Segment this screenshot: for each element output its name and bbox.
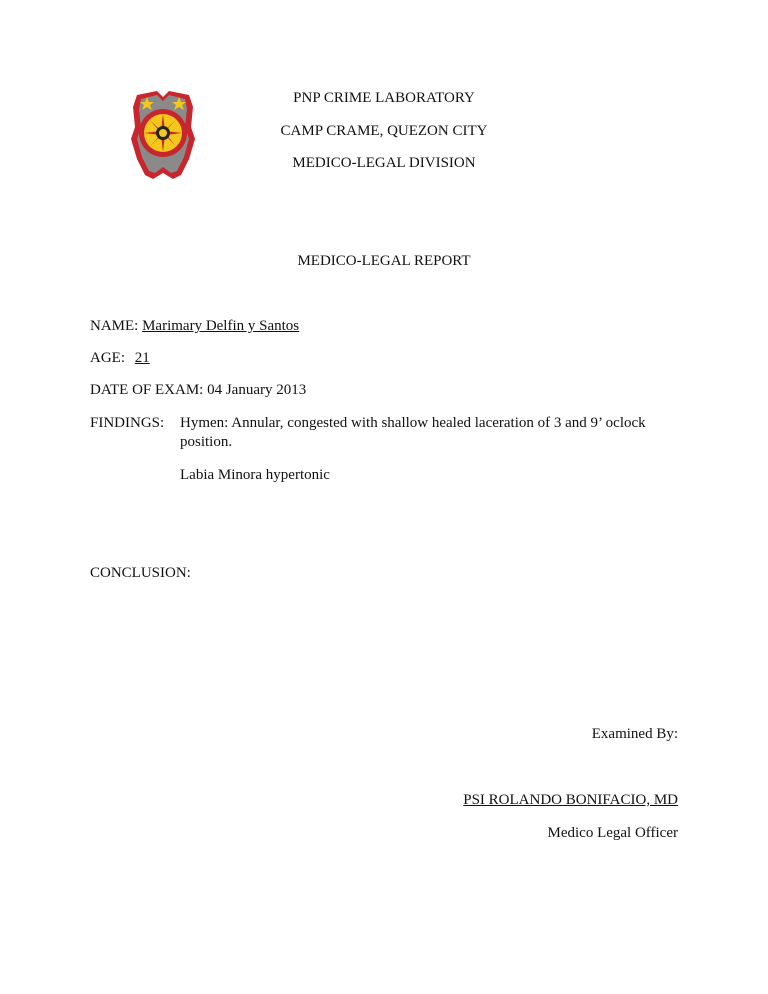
header-line-2: CAMP CRAME, QUEZON CITY — [280, 123, 488, 139]
report-title: MEDICO-LEGAL REPORT — [297, 253, 471, 269]
name-value: Marimary Delfin y Santos — [142, 318, 300, 334]
officer-title: Medico Legal Officer — [547, 825, 678, 841]
age-value: 21 — [134, 350, 150, 366]
header-line-3: MEDICO-LEGAL DIVISION — [292, 155, 476, 171]
findings-line-2: position. — [180, 434, 233, 450]
examined-by: Examined By: — [591, 726, 678, 742]
age-label: AGE: — [90, 350, 125, 366]
findings-line-1: Hymen: Annular, congested with shallow healed laceration of 3 and 9’ oclock — [180, 415, 646, 431]
header-line-1: PNP CRIME LABORATORY — [293, 90, 475, 106]
officer-name: PSI ROLANDO BONIFACIO, MD — [463, 792, 678, 808]
findings-line-3: Labia Minora hypertonic — [180, 467, 330, 483]
date-of-exam-value: 04 January 2013 — [207, 382, 307, 398]
date-of-exam-label: DATE OF EXAM: — [90, 382, 204, 398]
name-label: NAME: — [90, 318, 139, 334]
date-of-exam-row — [90, 382, 306, 399]
conclusion-label: CONCLUSION: — [90, 565, 191, 581]
name-row — [90, 318, 299, 335]
findings-label: FINDINGS: — [90, 415, 165, 431]
age-row — [90, 350, 150, 367]
